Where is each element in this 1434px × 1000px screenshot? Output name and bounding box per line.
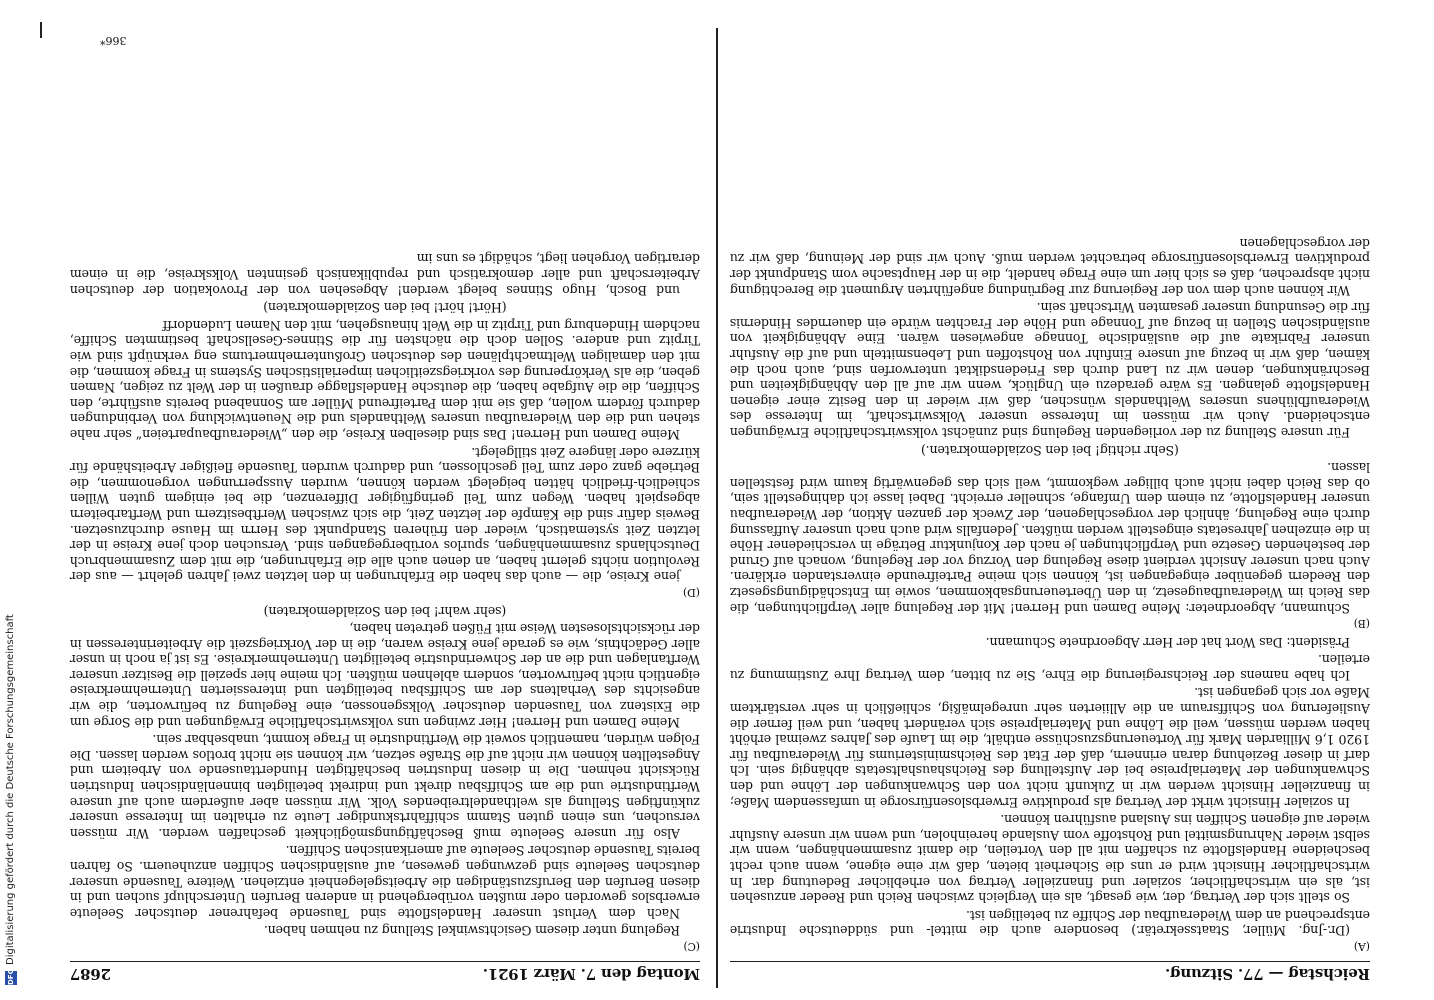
header-date: Montag den 7. März 1921. [482, 965, 700, 983]
rotated-print-sheet [60, 28, 1380, 988]
paragraph: Regelung unter diesem Gesichtswinkel Stellung zu nehmen haben. [264, 923, 680, 939]
paragraph: jene Kreise, die — auch das haben die Erfahrungen in den letzten zwei Jahren gelehrt — aus der Revolution nichts gelernt haben, an denen auch alle die Erfahrungen, die mit dem Zusammenbruch Deutschlands zusammenhängen, spurlos vorübergegangen sind. Versuchen doch jene Kreise in der letzten Zeit systematisch, wieder den früheren Standpunkt des Herrn im Hause durchzusetzen. Beweis dafür sind die Kämpfe der letzten Zeit, die sich zwischen Werftbesitzern und Werftarbeitern abgespielt haben. Wegen zum Teil geringfügiger Differenzen, die bei einigem guten Willen schiedlich-friedlich hätten beigelegt werden können, wurden Aussperrungen vorgenommen, die Betriebe ganz oder zum Teil geschlossen, und dadurch wurden Tausende fleißiger Arbeitshände für kürzere oder längere Zeit stillgelegt. [70, 444, 700, 585]
page-header-right [70, 961, 700, 984]
interjection: (Hört! hört! bei den Sozialdemokraten) [263, 300, 507, 316]
margin-marker-d: (D) [683, 585, 700, 599]
paragraph: Ich habe namens der Reichsregierung die Ehre, Sie zu bitten, dem Vertrag Ihre Zustimmung zu erteilen. [730, 652, 1370, 683]
interjection: (Sehr richtig! bei den Sozialdemokraten.) [921, 442, 1179, 458]
paragraph: und Bosch, Hugo Stinnes belegt werden! Abgesehen von der Provokation der deutschen Arbeiterschaft und aller demokratisch und republikanisch gesinnten Volkskreise, die in einem derartigen Vorgehen liegt, schädigt es uns im [70, 251, 700, 298]
dfg-logo-icon: DFG [7, 968, 15, 985]
paragraph: Nach dem Verlust unserer Handelsflotte sind Tausende befahrener deutscher Seeleute erwerbslos geworden oder mußten vorübergehend in anderen Berufen Unterschlupf suchen und in diesen Berufen den Berufszuständigen die Arbeitsgelegenheit entziehen. Weitere Tausende unserer deutschen Seeleute sind gezwungen gewesen, auf ausländischen Schiffen anzuheuern. So fahren bereits Tausende deutscher Seeleute auf amerikanischen Schiffen. [70, 843, 700, 921]
margin-marker-c: (C) [683, 940, 700, 953]
edge-mark [40, 22, 42, 38]
digitization-credit [4, 5, 18, 985]
paragraph: Meine Damen und Herren! Hier zwingen uns volkswirtschaftliche Erwägungen und die Sorge um die Existenz von Tausenden deutscher Volksgenossen, eine Regelung zu befürworten, die wir angesichts des Verhaltens der am Schiffsbau beteiligten und interessierten Unternehmerkreise eigentlich nicht befürworten, sondern ablehnen müßten. Ich meine hier speziell die Besitzer unserer Werftanlagen und die an der Schwerindustrie beteiligten Unternehmerkreise. Es ist ja noch in unser aller Gedächtnis, wie es gerade jene Kreise waren, die in der Vorkriegszeit die Arbeiterinteressen in der rücksichtslosesten Weise mit Füßen getreten haben, [70, 621, 700, 730]
margin-marker-b: (B) [1353, 617, 1370, 631]
paragraph: Für unsere Stellung zu der vorliegenden Regelung sind zunächst volkswirtschaftliche Erwägungen entscheidend. Auch wir müssen im Interesse unserer Volkswirtschaft, im Interesse des Wiederaufblühens unseres Welthandels wünschen, daß wir wieder in den Besitz einer eigenen Handelsflotte gelangen. Es wäre geradezu ein Unglück, wenn wir auf all den Abhängigkeiten und Beschränkungen, denen wir zu Land durch das Friedensdiktat unterworfen sind, auch noch die kämen, daß wir in bezug auf unsere Einfuhr von Rohstoffen und Lebensmitteln und auf die Ausfuhr unserer Fabrikate auf die ausländische Tonnage angewiesen wären. Eine Abhängigkeit von ausländischen Stellen in bezug auf Tonnage und Höhe der Frachten würde ein dauerndes Hindernis für die Gesundung unserer gesamten Wirtschaft sein. [730, 300, 1370, 440]
signature-mark: 366* [100, 34, 127, 47]
column-right-original [60, 28, 710, 988]
speaker-paragraph: Präsident: Das Wort hat der Herr Abgeordnete Schumann. [985, 634, 1350, 650]
paragraph: Wir können auch dem von der Regierung zur Begründung angeführten Argument die Berechtigung nicht absprechen, daß es sich hier um eine Frage handelt, die in der Hauptsache vom Standpunkt der produktiven Erwerbslosenfürsorge betrachtet werden muß. Auch wir sind der Meinung, daß wir zu der vorgeschlagenen [730, 235, 1370, 298]
paragraph: So stellt sich der Vertrag, der, wie gesagt, als ein Vergleich zwischen Reich und Reeder anzusehen ist, als ein wirtschaftlicher, sozialer und finanzieller Vertrag von erheblicher Bedeutung dar. In wirtschaftlicher Hinsicht wird er uns die Sicherheit bieten, daß wir eine eigene, wenn auch recht bescheidene Handelsflotte zu schaffen mit all den Vorteilen, die damit zusammenhängen, wenn wir selbst wieder Nahrungsmittel und Rohstoffe vom Auslande hereinholen, und wenn wir unsere Ausfuhr wieder auf eigenen Schiffen ins Ausland ausführen können. [730, 812, 1370, 906]
paragraph: Also für unsere Seeleute muß Beschäftigungsmöglichkeit geschaffen werden. Wir müssen versuchen, uns einen guten Stamm schiffahrtskundiger Leute zu erhalten im Interesse unserer zukünftigen Stellung als welthandeltreibendes Volk. Wir müssen aber außerdem auch auf unsere Werftindustrie und die am Schiffsbau direkt und indirekt beteiligten binnenländischen Industrien Rücksicht nehmen. Die in diesen Industrien beschäftigten Hunderttausende von Arbeitern und Angestellten können wir nicht auf die Straße setzen, wir können sie nicht brotlos werden lassen. Die Folgen würden, namentlich soweit die Werftindustrie in Frage kommt, unabsehbar sein. [70, 732, 700, 841]
margin-marker-a: (A) [1354, 940, 1370, 953]
header-title: Reichstag — 77. Sitzung. [1165, 965, 1370, 983]
page-header-left [730, 961, 1370, 984]
paragraph: In sozialer Hinsicht wirkt der Vertrag als produktive Erwerbslosenfürsorge in umfassendem Maße; in finanzieller Hinsicht werden wir in Zukunft nicht von den Schwankungen der Löhne und den Schwankungen der Materialpreise bei der Aufstellung des Reichshaushaltsetats abhängig sein. Ich darf in dieser Beziehung daran erinnern, daß der Etat des Reichsministeriums für Wiederaufbau für 1920 1,6 Milliarden Mark für Vorteuerungszuschüsse enthält, die im Laufe des Jahres zweimal erhöht haben werden müssen, weil die Löhne und Materialpreise sich verändert haben, und weil ferner die Auslieferung von Schiffsraum an die Alliierten sehr unregelmäßig, schließlich in sehr verstärktem Maße vor sich gegangen ist. [730, 685, 1370, 810]
interjection: (sehr wahr! bei den Sozialdemokraten) [263, 603, 507, 619]
column-left-original [720, 28, 1380, 988]
credit-text: Digitalisierung gefördert durch die Deutsche Forschungsgemeinschaft [5, 614, 16, 965]
paragraph: (Dr.-Jng. Müller, Staatssekretär.) besondere auch die mittel- und süddeutsche Industrie entsprechend an dem Wiederaufbau der Schiffe zu beteiligen ist. [730, 907, 1370, 939]
column-divider [716, 28, 718, 988]
speaker-paragraph: Schumann, Abgeordneter: Meine Damen und Herren! Mit der Regelung aller Verpflichtungen, die das Reich im Wiederaufbaugesetz, in den Überteuerungsabkommen, sowie im Entschädigungsgesetz den Reedern gegenüber eingegangen ist, können sich meine Parteifreunde einverstanden erklären. Auch nach unserer Ansicht verdient diese Regelung den Vorzug vor der Regelung, wonach auf Grund der bestehenden Gesetze und Verpflichtungen je nach der Konjunktur Beträge in verschiedener Höhe in die einzelnen Jahresetats eingestellt werden müßten. Jedenfalls wird auch nach unserer Auffassung durch eine Regelung, ähnlich der vorgeschlagenen, der Zweck der ganzen Aktion, der Wiederaufbau unserer Handelsflotte, zu einem dem Umfange, schneller erreicht. Dabei lasse ich dahingestellt sein, ob das Reich dabei nicht auch billiger wegkommt, weil sich das gegenwärtig kaum wird feststellen lassen. [730, 460, 1370, 616]
paragraph: Meine Damen und Herren! Das sind dieselben Kreise, die den „Wiederaufbauparteien“ sehr nahe stehen und die den Wiederaufbau unseres Welthandels und die Neuentwicklung von Verbindungen dadurch fördern wollen, daß sie mit dem Parteifreund Müller am Sonnabend bereits ausführte, den Schiffen, die die Aufgabe haben, die deutsche Handelsflagge draußen in der Welt zu zeigen, Namen geben, die als Verkörperung des vorkriegszeitlichen imperialistischen Systems in Frage kommen, die mit den damaligen Weltmachtplänen des deutschen Großunternehmertums eng verknüpft sind wie Tirpitz und andere. Sollen doch die nächsten für die Stinnes-Gesellschaft bestimmten Schiffe, nachdem Hindenburg und Tirpitz in die Welt hinausgehen, mit den Namen Ludendorff [70, 317, 700, 442]
header-page-number: 2687 [70, 965, 111, 983]
